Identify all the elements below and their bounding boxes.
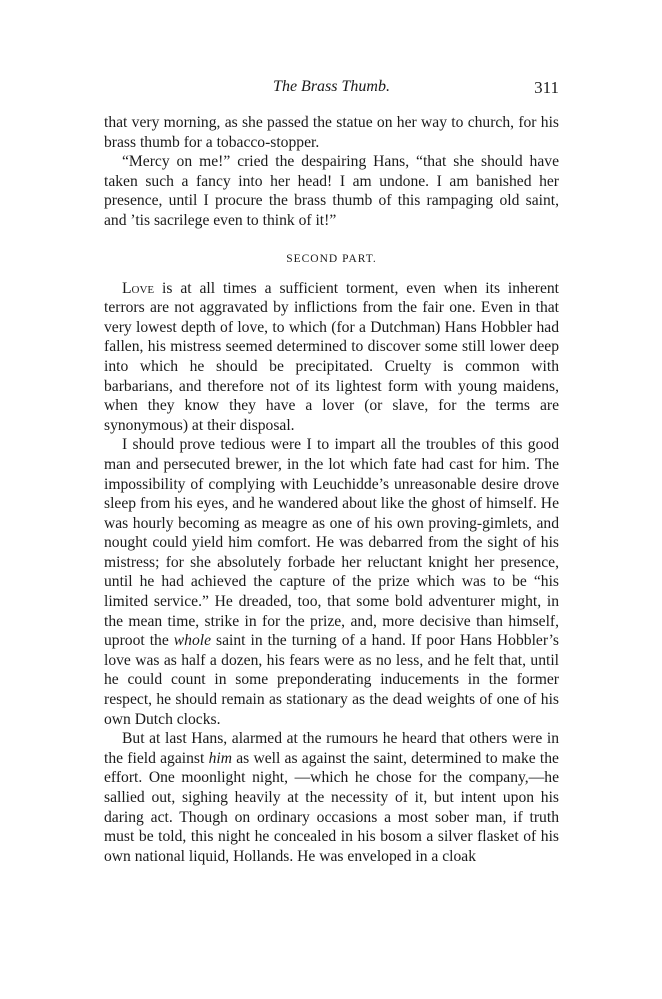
paragraph-5-emphasis: him xyxy=(208,749,232,767)
running-title: The Brass Thumb. xyxy=(273,78,390,95)
paragraph-3-lead: Love xyxy=(122,279,155,297)
page-body xyxy=(104,113,559,866)
paragraph-4 xyxy=(104,435,559,729)
running-head xyxy=(104,78,559,100)
paragraph-4-emphasis: whole xyxy=(173,632,212,650)
paragraph-5 xyxy=(104,729,559,866)
section-title: SECOND PART. xyxy=(286,252,377,265)
page-number: 311 xyxy=(534,78,559,97)
paragraph-1: that very morning, as she passed the statue on her way to church, for his brass thumb for a tobacco-stopper. xyxy=(104,114,559,151)
paragraph-4-text-b: saint in the turning of a hand. If poor Hans Hobbler’s love was as half a dozen, his fears were as no less, and he felt that, until he could count in some preponderating inducements in the former respect, he should remain as stationary as the dead weights of one of his own Dutch clocks. xyxy=(104,632,559,728)
paragraph-5-text-b: as well as against the saint, determined to make the effort. One moonlight night, —which he chose for the company,—he sallied out, sighing heavily at the necessity of it, but intent upon his daring act. Though on ordinary occasions a most sober man, if truth must be told, this night he concealed in his bosom a silver flasket of his own national liquid, Hollands. He was enveloped in a cloak xyxy=(104,749,559,865)
paragraph-3-text: is at all times a sufficient torment, even when its inherent terrors are not aggravated by inflictions from the fair one. Even in that very lowest depth of love, to which (for a Dutchman) Hans Hobbler had fallen, his mistress seemed determined to discover some still lower deep into which he should be precipitated. Cruelty is common with barbarians, and therefore not of its lightest form with young maidens, when they know they have a lover (or slave, for the terms are synonymous) at their disposal. xyxy=(104,279,559,434)
paragraph-5-text-a: But at last Hans, alarmed at the rumours he heard that others were in the field against xyxy=(104,730,559,767)
paragraph-4-text-a: I should prove tedious were I to impart all the troubles of this good man and persecuted brewer, in the lot which fate had cast for him. The impossibility of complying with Leuchidde’s unreasonable desire drove sleep from his eyes, and he wandered about like the ghost of himself. He was hourly becoming as meagre as one of his own proving-gimlets, and nought could yield him comfort. He was debarred from the sight of his mistress; for she absolutely forbade her reluctant knight her presence, until he had achieved the capture of the prize which was to be “his limited service.” He dreaded, too, that some bold adventurer might, in the mean time, strike in for the prize, and, more decisive than himself, uproot the xyxy=(104,436,559,650)
paragraph-3 xyxy=(104,279,559,436)
paragraph-2: “Mercy on me!” cried the despairing Hans, “that she should have taken such a fancy into her head! I am undone. I am banished her presence, until I procure the brass thumb of this rampaging old saint, and ’tis sacrilege even to think of it!” xyxy=(104,153,559,229)
